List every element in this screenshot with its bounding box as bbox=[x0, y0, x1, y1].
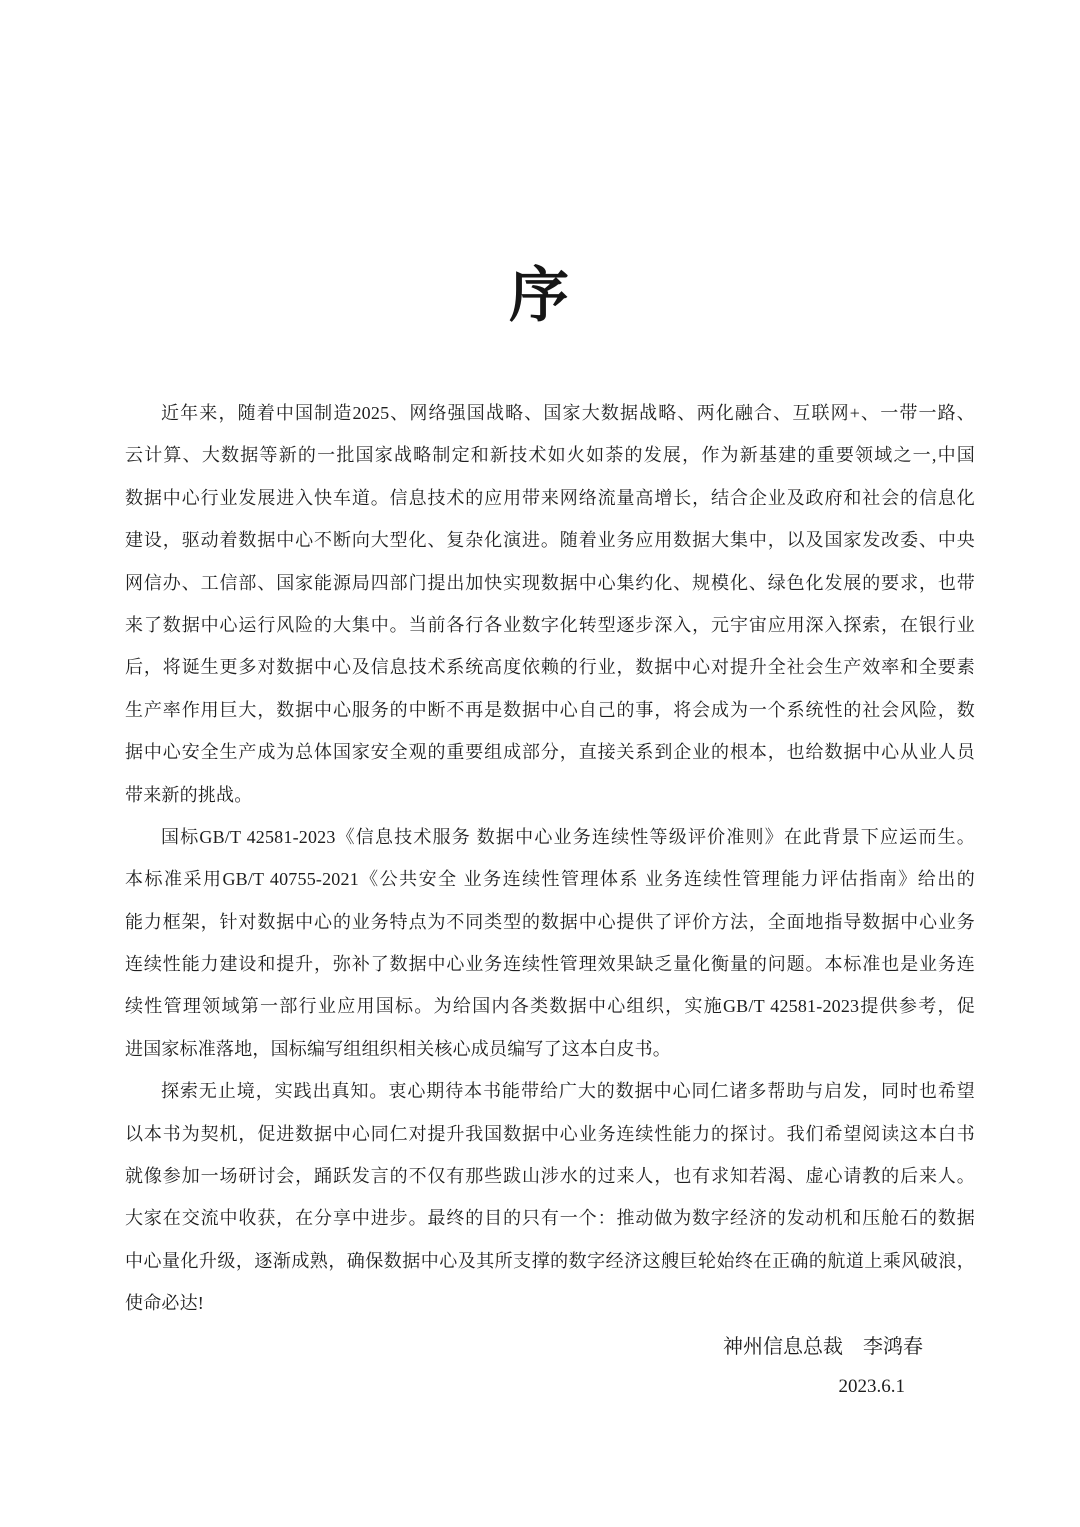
paragraph-2 bbox=[125, 816, 975, 1070]
text-line: 连续性能力建设和提升，弥补了数据中心业务连续性管理效果缺乏量化衡量的问题。本标准也是业务连 bbox=[125, 954, 975, 975]
text-line: 大家在交流中收获，在分享中进步。最终的目的只有一个：推动做为数字经济的发动机和压舱石的数据 bbox=[125, 1208, 975, 1229]
text-line: 数据中心行业发展进入快车道。信息技术的应用带来网络流量高增长，结合企业及政府和社会的信息化 bbox=[125, 487, 975, 508]
page-title: 序 bbox=[509, 263, 571, 329]
body-text bbox=[125, 392, 975, 1325]
text-line: 近年来，随着中国制造2025、网络强国战略、国家大数据战略、两化融合、互联网+、一带一路、 bbox=[161, 403, 975, 423]
text-line: 建设，驱动着数据中心不断向大型化、复杂化演进。随着业务应用数据大集中，以及国家发改委、中央 bbox=[125, 530, 975, 551]
text-line: 以本书为契机，促进数据中心同仁对提升我国数据中心业务连续性能力的探讨。我们希望阅读这本白书 bbox=[125, 1123, 975, 1144]
text-line: 据中心安全生产成为总体国家安全观的重要组成部分，直接关系到企业的根本，也给数据中心从业人员 bbox=[125, 742, 975, 763]
text-line: 进国家标准落地，国标编写组组织相关核心成员编写了这本白皮书。 bbox=[125, 1038, 671, 1059]
text-line: 本标准采用GB/T 40755-2021《公共安全 业务连续性管理体系 业务连续性管理能力评估指南》给出的 bbox=[125, 869, 975, 890]
text-line: 网信办、工信部、国家能源局四部门提出加快实现数据中心集约化、规模化、绿色化发展的要求，也带 bbox=[125, 572, 975, 593]
paragraph-1 bbox=[125, 392, 975, 816]
text-line: 探索无止境，实践出真知。衷心期待本书能带给广大的数据中心同仁诸多帮助与启发，同时也希望 bbox=[161, 1081, 975, 1102]
text-line: 云计算、大数据等新的一批国家战略制定和新技术如火如荼的发展，作为新基建的重要领域之一,中国 bbox=[125, 445, 975, 466]
text-line: 使命必达! bbox=[125, 1293, 204, 1314]
text-line: 续性管理领域第一部行业应用国标。为给国内各类数据中心组织，实施GB/T 42581-2023提供参考，促 bbox=[125, 996, 975, 1017]
paragraph-3 bbox=[125, 1070, 975, 1324]
text-line: 带来新的挑战。 bbox=[125, 784, 253, 805]
text-line: 能力框架，针对数据中心的业务特点为不同类型的数据中心提供了评价方法，全面地指导数据中心业务 bbox=[125, 911, 975, 932]
signature: 神州信息总裁 李鸿春 bbox=[723, 1336, 923, 1358]
text-line: 生产率作用巨大，数据中心服务的中断不再是数据中心自己的事，将会成为一个系统性的社会风险，数 bbox=[125, 699, 975, 720]
text-line: 后，将诞生更多对数据中心及信息技术系统高度依赖的行业，数据中心对提升全社会生产效率和全要素 bbox=[125, 657, 975, 678]
text-line: 来了数据中心运行风险的大集中。当前各行各业数字化转型逐步深入，元宇宙应用深入探索，在银行业 bbox=[125, 614, 975, 635]
text-line: 中心量化升级，逐渐成熟，确保数据中心及其所支撑的数字经济这艘巨轮始终在正确的航道上乘风破浪， bbox=[125, 1250, 975, 1271]
date: 2023.6.1 bbox=[838, 1376, 905, 1397]
text-line: 就像参加一场研讨会，踊跃发言的不仅有那些跋山涉水的过来人，也有求知若渴、虚心请教的后来人。 bbox=[125, 1166, 975, 1187]
text-line: 国标GB/T 42581-2023《信息技术服务 数据中心业务连续性等级评价准则》在此背景下应运而生。 bbox=[161, 826, 975, 847]
